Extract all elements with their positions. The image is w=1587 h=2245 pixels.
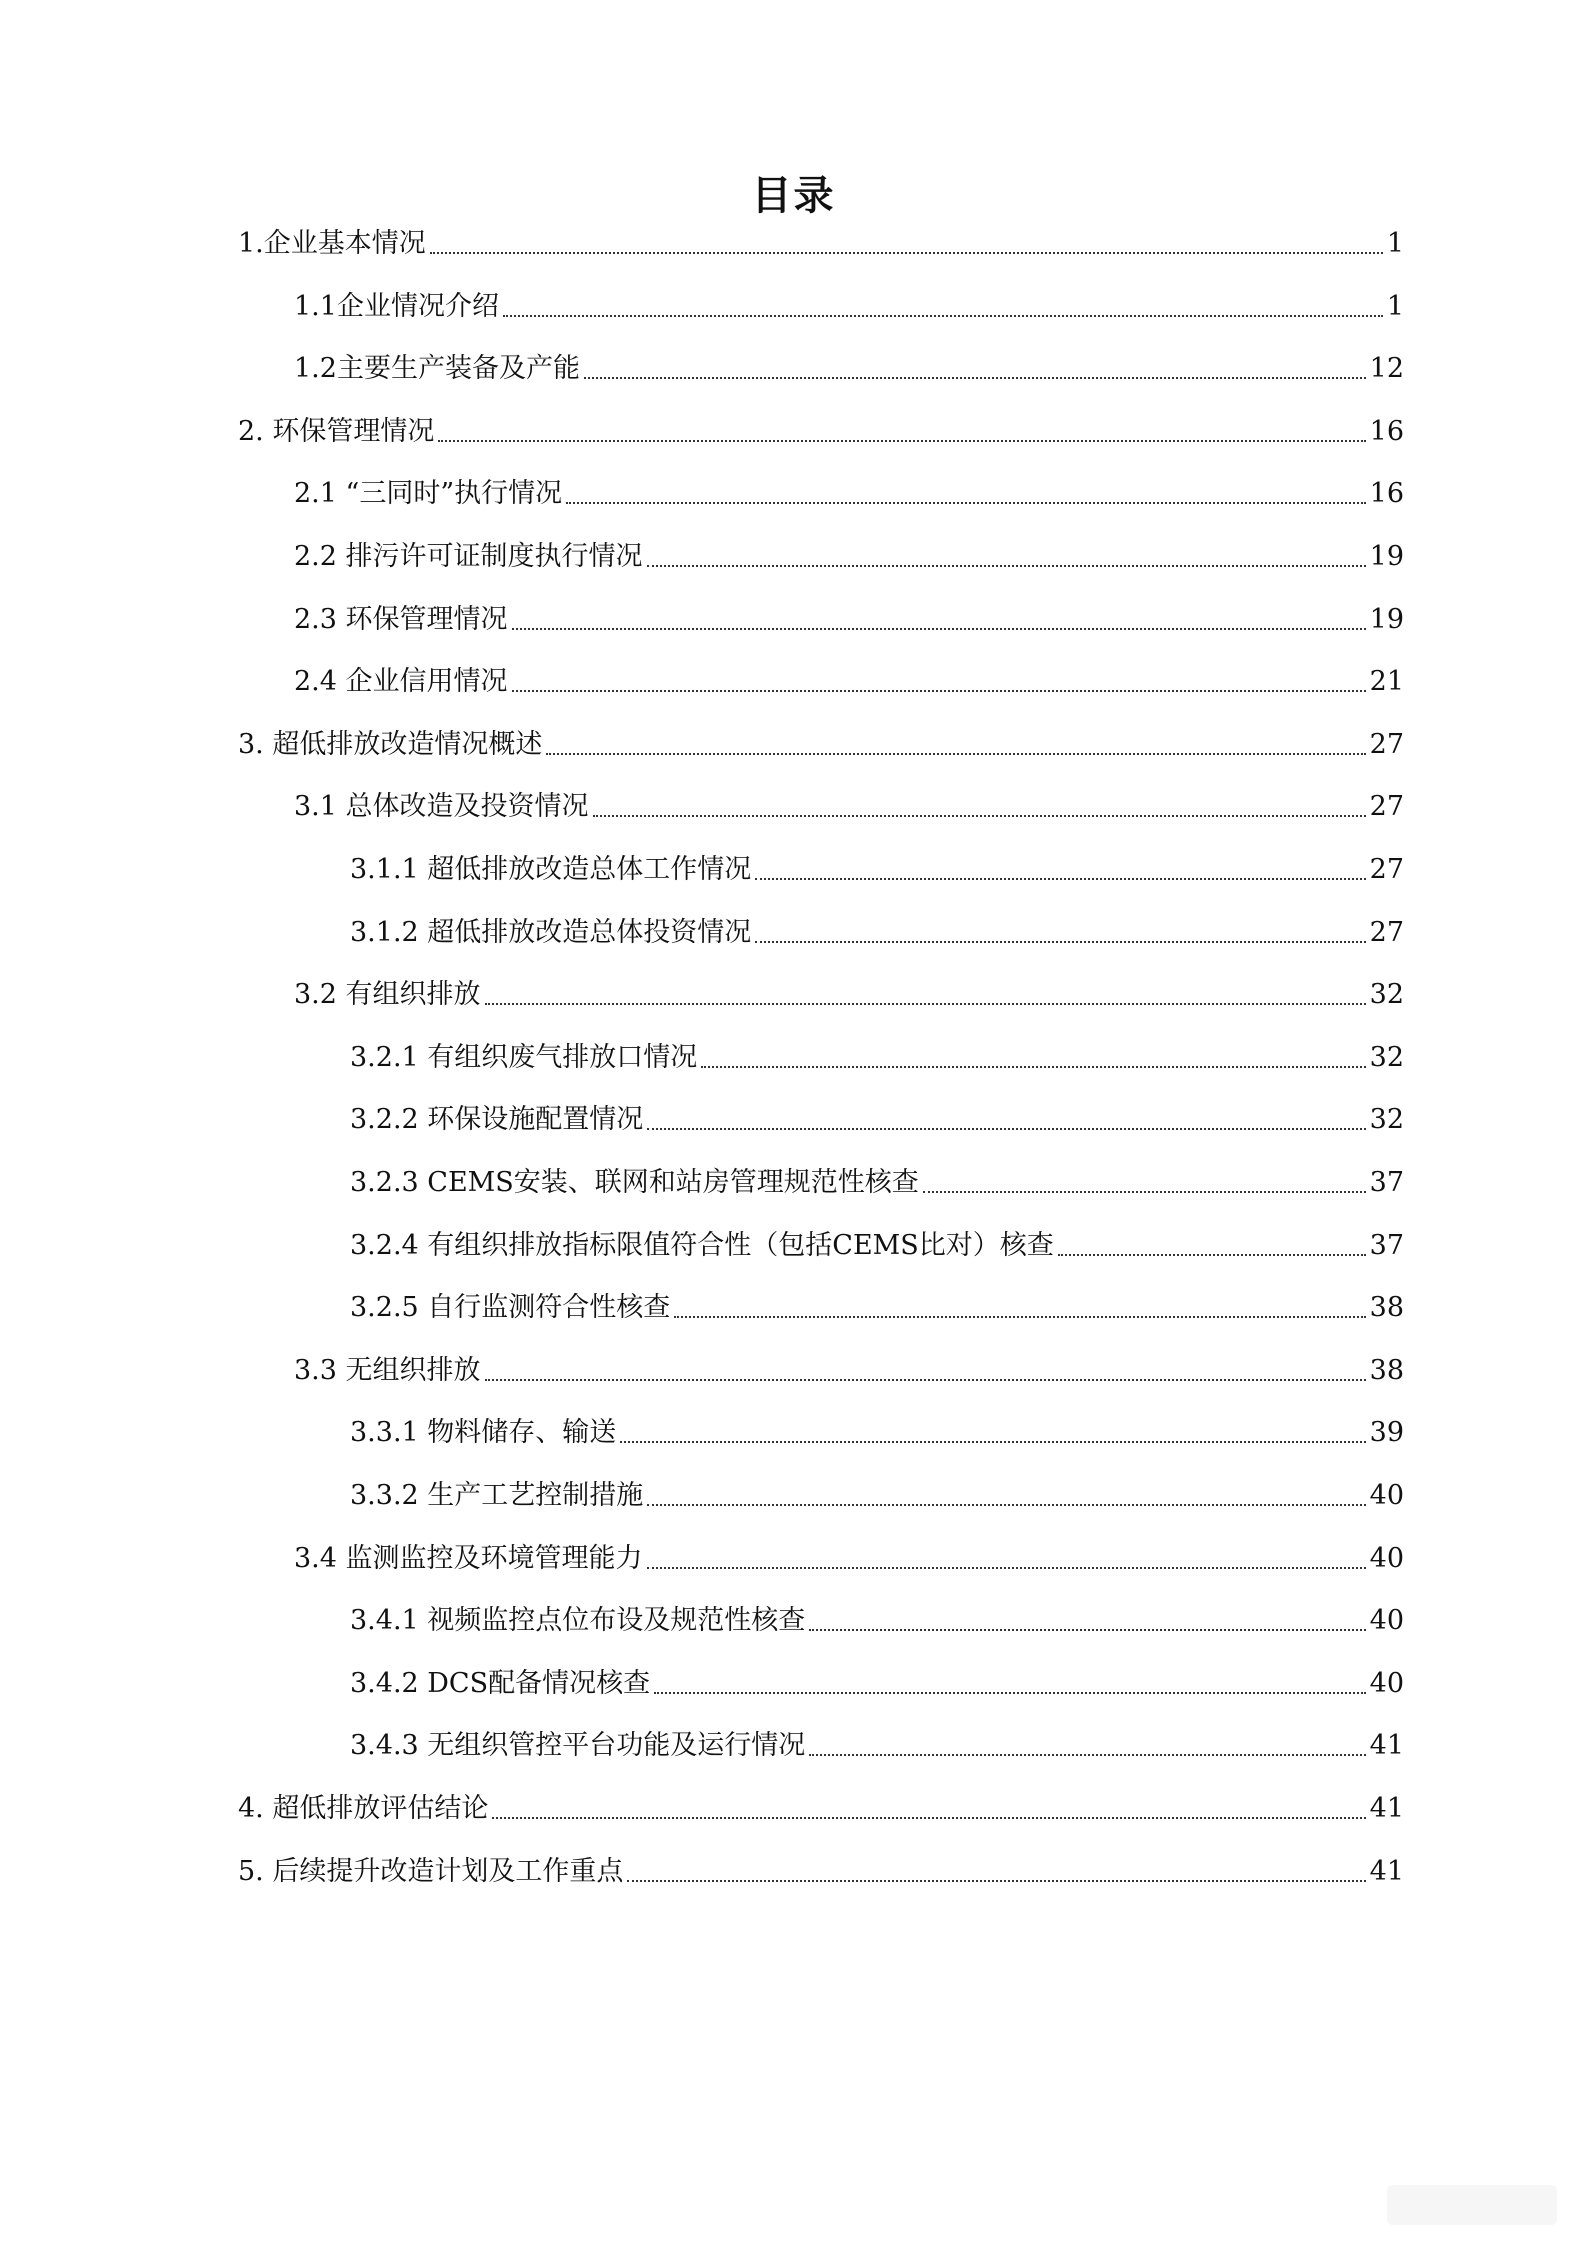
toc-dot-leader [701,1040,1365,1076]
toc-entry-page-number: 19 [1369,604,1404,635]
toc-dot-leader [674,1290,1365,1326]
toc-entry[interactable] [350,1224,1404,1264]
toc-entry[interactable] [350,1161,1404,1201]
toc-entry[interactable] [350,1724,1404,1764]
toc-entry[interactable] [350,1662,1404,1702]
toc-entry[interactable] [350,1286,1404,1326]
toc-dot-leader [647,1541,1366,1577]
toc-entry[interactable] [294,347,1404,387]
toc-entry-label: 3.2.2 环保设施配置情况 [350,1104,644,1135]
toc-dot-leader [430,226,1383,262]
toc-entry-label: 2.1 “三同时”执行情况 [294,478,563,509]
toc-entry-page-number: 1 [1386,291,1404,322]
toc-dot-leader [584,351,1366,387]
toc-dot-leader [809,1728,1365,1764]
toc-dot-leader [485,977,1366,1013]
toc-entry-page-number: 1 [1386,228,1404,259]
toc-dot-leader [755,915,1365,951]
toc-entry-page-number: 40 [1369,1480,1404,1511]
toc-entry-label: 3.2.4 有组织排放指标限值符合性（包括CEMS比对）核查 [350,1230,1054,1261]
toc-entry-label: 1.2主要生产装备及产能 [294,353,580,384]
toc-entry-label: 4. 超低排放评估结论 [238,1793,489,1824]
toc-dot-leader [923,1165,1366,1201]
toc-dot-leader [512,664,1366,700]
toc-dot-leader [647,539,1366,575]
toc-entry-label: 3.3 无组织排放 [294,1355,481,1386]
toc-entry-page-number: 38 [1369,1292,1404,1323]
toc-dot-leader [627,1854,1365,1890]
toc-entry-page-number: 12 [1369,353,1404,384]
toc-entry-label: 3.4.2 DCS配备情况核查 [350,1668,651,1699]
toc-entry-label: 3.1 总体改造及投资情况 [294,791,589,822]
toc-dot-leader [492,1791,1365,1827]
toc-dot-leader [654,1666,1366,1702]
toc-entry-label: 2. 环保管理情况 [238,416,435,447]
toc-entry-page-number: 32 [1369,1104,1404,1135]
toc-entry[interactable] [238,723,1404,763]
toc-entry-label: 2.4 企业信用情况 [294,666,508,697]
toc-entry-label: 3.3.2 生产工艺控制措施 [350,1480,644,1511]
toc-entry-page-number: 39 [1369,1417,1404,1448]
toc-entry[interactable] [294,472,1404,512]
page-title: 目录 [751,173,836,219]
toc-entry-label: 1.1企业情况介绍 [294,291,499,322]
toc-entry-page-number: 41 [1369,1730,1404,1761]
toc-entry-page-number: 27 [1369,729,1404,760]
toc-dot-leader [593,789,1366,825]
toc-entry-page-number: 40 [1369,1668,1404,1699]
toc-entry-label: 3. 超低排放改造情况概述 [238,729,543,760]
toc-dot-leader [546,727,1365,763]
toc-entry-label: 3.4 监测监控及环境管理能力 [294,1543,643,1574]
toc-dot-leader [1058,1228,1366,1264]
toc-entry-page-number: 16 [1369,478,1404,509]
toc-entry-page-number: 32 [1369,1042,1404,1073]
watermark [1387,2185,1557,2225]
toc-dot-leader [620,1415,1365,1451]
toc-entry-label: 5. 后续提升改造计划及工作重点 [238,1856,624,1887]
toc-entry-page-number: 40 [1369,1543,1404,1574]
toc-entry[interactable] [294,598,1404,638]
toc-entry[interactable] [238,1850,1404,1890]
toc-entry[interactable] [350,1098,1404,1138]
toc-entry-page-number: 19 [1369,541,1404,572]
toc-dot-leader [438,414,1365,450]
toc-entry-label: 1.企业基本情况 [238,228,426,259]
toc-entry-page-number: 21 [1369,666,1404,697]
toc-dot-leader [503,289,1383,325]
toc-entry-page-number: 41 [1369,1856,1404,1887]
toc-entry[interactable] [350,1411,1404,1451]
toc-entry-label: 3.3.1 物料储存、输送 [350,1417,617,1448]
toc-entry[interactable] [350,848,1404,888]
toc-dot-leader [566,476,1366,512]
toc-entry-label: 3.2.1 有组织废气排放口情况 [350,1042,698,1073]
toc-entry[interactable] [294,1537,1404,1577]
toc-entry[interactable] [238,1787,1404,1827]
toc-dot-leader [755,852,1365,888]
toc-entry-page-number: 40 [1369,1605,1404,1636]
toc-entry-label: 3.2.3 CEMS安装、联网和站房管理规范性核查 [350,1167,919,1198]
toc-entry-label: 3.4.1 视频监控点位布设及规范性核查 [350,1605,806,1636]
toc-entry[interactable] [294,1349,1404,1389]
toc-dot-leader [647,1478,1365,1514]
toc-entry-page-number: 37 [1369,1167,1404,1198]
toc-entry-page-number: 16 [1369,416,1404,447]
toc-entry-label: 2.2 排污许可证制度执行情况 [294,541,643,572]
toc-entry[interactable] [294,973,1404,1013]
toc-entry-label: 3.1.1 超低排放改造总体工作情况 [350,854,752,885]
toc-entry[interactable] [350,1599,1404,1639]
toc-entry[interactable] [350,1474,1404,1514]
toc-dot-leader [485,1353,1366,1389]
toc-dot-leader [512,602,1366,638]
toc-entry[interactable] [294,660,1404,700]
toc-entry[interactable] [294,785,1404,825]
toc-entry-label: 3.2.5 自行监测符合性核查 [350,1292,671,1323]
toc-entry-page-number: 27 [1369,854,1404,885]
toc-entry-label: 3.1.2 超低排放改造总体投资情况 [350,917,752,948]
toc-entry-page-number: 27 [1369,791,1404,822]
toc-entry-label: 3.4.3 无组织管控平台功能及运行情况 [350,1730,806,1761]
toc-entry-page-number: 37 [1369,1230,1404,1261]
toc-entry-label: 2.3 环保管理情况 [294,604,508,635]
toc-entry-page-number: 32 [1369,979,1404,1010]
toc-entry-page-number: 41 [1369,1793,1404,1824]
toc-entry[interactable] [350,1036,1404,1076]
toc-entry-page-number: 27 [1369,917,1404,948]
toc-dot-leader [809,1603,1365,1639]
toc-dot-leader [647,1102,1365,1138]
toc-entry-page-number: 38 [1369,1355,1404,1386]
toc-entry[interactable] [238,222,1404,262]
toc-entry-label: 3.2 有组织排放 [294,979,481,1010]
toc-entry[interactable] [238,410,1404,450]
toc-entry[interactable] [350,911,1404,951]
toc-entry[interactable] [294,535,1404,575]
toc-entry[interactable] [294,285,1404,325]
